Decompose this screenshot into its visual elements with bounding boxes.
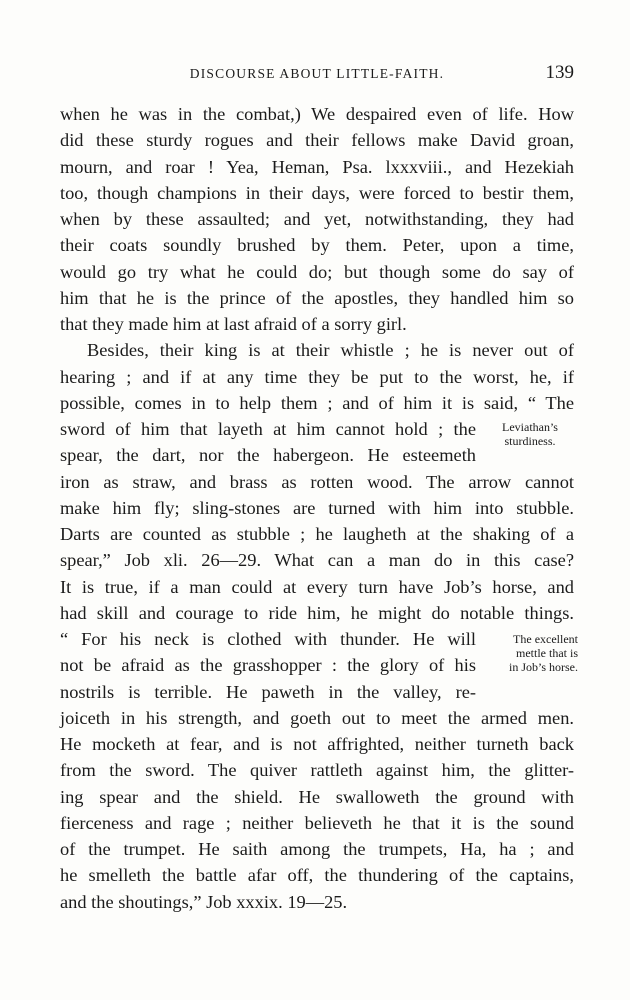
text-line: spear, the dart, nor the habergeon. He esteemeth [60,445,476,466]
text-line: when by these assaulted; and yet, notwithstanding, they had [60,209,574,229]
text-line: ing spear and the shield. He swalloweth the ground with [60,786,574,807]
page-header [60,62,574,88]
text-line: hearing ; and if at any time they be put to the worst, he, if [60,366,574,387]
text-line: too, though champions in their days, were forced to bestir them, [60,182,574,203]
text-line: did these sturdy rogues and their fellows make David groan, [60,130,574,151]
text-line: Darts are counted as stubble ; he laugheth at the shaking of a [60,524,574,544]
text-line: He mocketh at fear, and is not affrighted, neither turneth back [60,734,574,754]
text-line: Besides, their king is at their whistle ; he is never out of [87,340,574,361]
text-line: from the sword. The quiver rattleth against him, the glitter- [60,760,574,781]
text-line: he smelleth the battle afar off, the thundering of the captains, [60,865,574,886]
text-line: nostrils is terrible. He paweth in the valley, re- [60,681,476,702]
text-line: of the trumpet. He saith among the trumpets, Ha, ha ; and [60,839,574,859]
text-line: that they made him at last afraid of a sorry girl. [60,314,407,334]
margin-note-leviathan [480,420,580,448]
text-line: possible, comes in to help them ; and of him it is said, “ The [60,392,574,413]
body-text [60,101,574,915]
margin-note-line: in Job’s horse. [509,660,578,674]
margin-note-line: sturdiness. [504,434,556,448]
page-number: 139 [545,62,574,83]
text-line: had skill and courage to ride him, he might do notable things. [60,602,574,623]
text-line: not be afraid as the grasshopper : the glory of his [60,655,476,676]
text-line: mourn, and roar ! Yea, Heman, Psa. lxxxviii., and Hezekiah [60,156,574,177]
text-line: fierceness and rage ; neither believeth he that it is the sound [60,812,574,833]
running-title: DISCOURSE ABOUT LITTLE-FAITH. [189,66,445,81]
margin-note-horse [482,632,578,674]
text-line: “ For his neck is clothed with thunder. He will [60,629,476,649]
text-line: spear,” Job xli. 26—29. What can a man do in this case? [60,550,574,571]
text-line: sword of him that layeth at him cannot hold ; the [60,419,476,439]
margin-note-line: Leviathan’s [502,420,558,434]
margin-note-line: mettle that is [516,646,578,660]
text-line: make him fly; sling-stones are turned with him into stubble. [60,497,574,518]
text-line: It is true, if a man could at every turn have Job’s horse, and [60,576,574,597]
text-line: would go try what he could do; but though some do say of [60,261,574,282]
text-line: and the shoutings,” Job xxxix. 19—25. [60,891,348,912]
text-line: joiceth in his strength, and goeth out to meet the armed men. [60,707,574,728]
text-line: their coats soundly brushed by them. Peter, upon a time, [60,235,574,256]
margin-note-line: The excellent [513,632,578,646]
text-line: when he was in the combat,) We despaired even of life. How [60,104,574,124]
text-line: him that he is the prince of the apostles, they handled him so [60,287,574,308]
text-line: iron as straw, and brass as rotten wood. The arrow cannot [60,471,574,492]
